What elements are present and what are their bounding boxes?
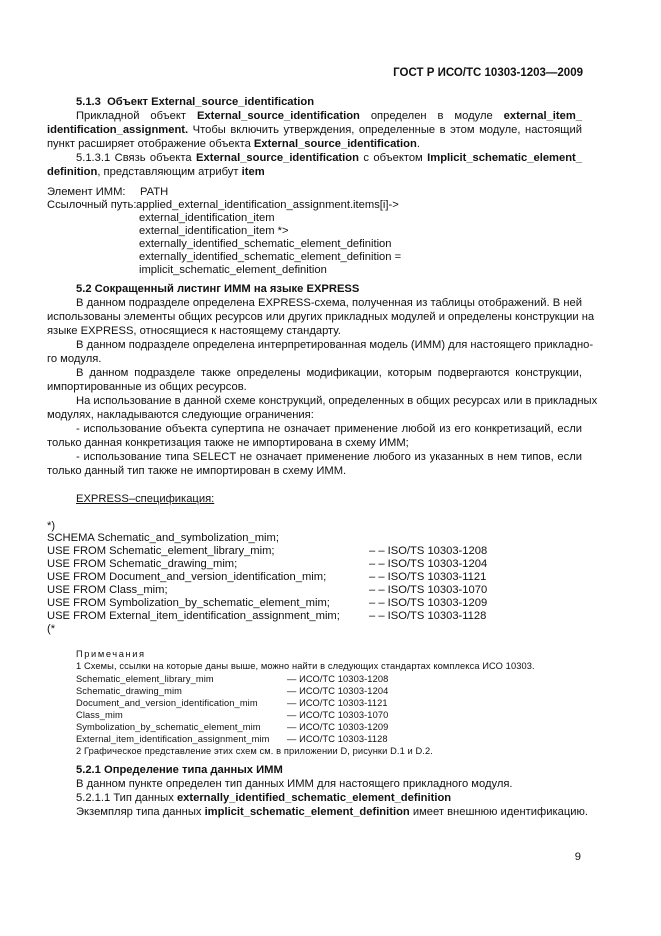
paragraph-line: использованы элементы общих ресурсов или других прикладных модулей и определены конструкции на xyxy=(47,311,595,323)
notes-title: Примечания xyxy=(76,649,146,659)
attribute-name: item xyxy=(241,166,265,178)
note-schema-name: External_item_identification_assignment_mim xyxy=(76,734,270,744)
mapping-path-line: external_identification_item *> xyxy=(139,225,289,237)
text-span: имеет внешнюю идентификацию. xyxy=(409,806,589,818)
code-use-reference: – – ISO/TS 10303-1121 xyxy=(369,571,487,583)
standard-header: ГОСТ Р ИСО/ТС 10303-1203—2009 xyxy=(393,67,583,79)
code-use-statement: USE FROM Document_and_version_identification_mim; xyxy=(47,571,327,583)
note-schema-reference: — ИСО/ТС 10303-1128 xyxy=(287,734,388,744)
module-name: identification_assignment. xyxy=(47,124,189,136)
code-comment-open: *) xyxy=(47,520,56,532)
code-use-reference: – – ISO/TS 10303-1070 xyxy=(369,584,488,596)
paragraph-line: языке EXPRESS, относящиеся к настоящему стандарту. xyxy=(47,325,341,337)
type-name: implicit_schematic_element_definition xyxy=(204,806,410,818)
code-use-statement: USE FROM Class_mim; xyxy=(47,584,168,596)
text-span: с объектом xyxy=(358,152,428,164)
section-title: 5.2.1 Определение типа данных ИММ xyxy=(76,764,283,776)
paragraph-line xyxy=(47,138,420,151)
type-name: externally_identified_schematic_element_definition xyxy=(176,792,452,804)
code-use-reference: – – ISO/TS 10303-1128 xyxy=(369,610,487,622)
note-schema-reference: — ИСО/ТС 10303-1204 xyxy=(287,686,389,696)
paragraph-line xyxy=(47,124,582,137)
note-schema-reference: — ИСО/ТС 10303-1209 xyxy=(287,722,389,732)
mapping-element-value: PATH xyxy=(140,186,169,198)
module-name: external_item_ xyxy=(503,110,583,122)
text-span: определен в модуле xyxy=(359,110,504,122)
paragraph-line: В данном подразделе определена EXPRESS-схема, полученная из таблицы отображений. В ней xyxy=(76,297,582,309)
paragraph-line xyxy=(76,110,582,123)
text-span: 5.1.3.1 Связь объекта xyxy=(76,152,197,164)
text-span: . xyxy=(416,138,420,150)
paragraph-line: импортированные из общих ресурсов. xyxy=(47,381,247,393)
section-number: 5.1.3 xyxy=(76,96,101,108)
text-span: Экземпляр типа данных xyxy=(76,806,205,818)
section-5-2-1-heading xyxy=(76,764,283,777)
paragraph-line: В данном подразделе также определены модификации, которым подвергаются конструкции, xyxy=(76,367,582,379)
note-schema-name: Schematic_element_library_mim xyxy=(76,674,214,684)
paragraph-line: - использование типа SELECT не означает применение любого из указанных в нем типов, если xyxy=(76,451,582,463)
entity-name: definition xyxy=(47,166,98,178)
paragraph-line: В данном подразделе определена интерпретированная модель (ИММ) для настоящего прикладно- xyxy=(76,339,594,351)
express-spec-label: EXPRESS–спецификация: xyxy=(76,493,215,505)
section-title: 5.2 Сокращенный листинг ИММ на языке EXPRESS xyxy=(76,283,360,295)
text-span: 5.2.1.1 Тип данных xyxy=(76,792,177,804)
text-span: Чтобы включить утверждения, определенные в этом модуле, настоящий xyxy=(188,124,582,136)
code-use-statement: USE FROM Schematic_drawing_mim; xyxy=(47,558,238,570)
paragraph-line: На использование в данной схеме конструкций, определенных в общих ресурсах или в прикладных xyxy=(76,395,598,407)
paragraph-line xyxy=(76,806,588,819)
code-use-statement: USE FROM External_item_identification_assignment_mim; xyxy=(47,610,340,622)
text-span: , представляющим атрибут xyxy=(97,166,242,178)
note-schema-reference: — ИСО/ТС 10303-1208 xyxy=(287,674,389,684)
code-use-statement: USE FROM Symbolization_by_schematic_element_mim; xyxy=(47,597,330,609)
text-span: Прикладной объект xyxy=(76,110,197,122)
note-schema-name: Class_mim xyxy=(76,710,123,720)
paragraph-line: го модуля. xyxy=(47,353,102,365)
code-use-reference: – – ISO/TS 10303-1209 xyxy=(369,597,488,609)
note-2: 2 Графическое представление этих схем см. в приложении D, рисунки D.1 и D.2. xyxy=(76,746,433,756)
note-schema-reference: — ИСО/ТС 10303-1070 xyxy=(287,710,389,720)
page-number: 9 xyxy=(574,851,581,863)
paragraph-line: В данном пункте определен тип данных ИММ для настоящего прикладного модуля. xyxy=(76,778,513,790)
mapping-path-line: externally_identified_schematic_element_definition = xyxy=(139,251,402,263)
code-schema-line: SCHEMA Schematic_and_symbolization_mim; xyxy=(47,532,279,544)
paragraph-line: только данный тип также не импортирован в схему ИММ. xyxy=(47,465,347,477)
section-5-2-heading xyxy=(76,283,359,296)
text-span: пункт расширяет отображение объекта xyxy=(47,138,254,150)
note-schema-name: Schematic_drawing_mim xyxy=(76,686,182,696)
code-comment-close: (* xyxy=(47,623,56,635)
mapping-path-line: implicit_schematic_element_definition xyxy=(139,264,327,276)
mapping-element-label: Элемент ИММ: xyxy=(47,186,126,198)
section-title: Объект External_source_identification xyxy=(107,96,315,108)
entity-name: External_source_identification xyxy=(253,138,417,150)
mapping-path-line: externally_identified_schematic_element_definition xyxy=(139,238,392,250)
note-schema-name: Symbolization_by_schematic_element_mim xyxy=(76,722,261,732)
mapping-ref-label: Ссылочный путь: xyxy=(47,199,137,211)
code-use-reference: – – ISO/TS 10303-1208 xyxy=(369,545,488,557)
note-1: 1 Схемы, ссылки на которые даны выше, можно найти в следующих стандартах комплекса ИСО 10303. xyxy=(76,661,535,671)
paragraph-line: модулях, накладываются следующие ограничения: xyxy=(47,409,314,421)
code-use-reference: – – ISO/TS 10303-1204 xyxy=(369,558,488,570)
paragraph-line: только данная конкретизация также не импортирована в схему ИММ; xyxy=(47,437,409,449)
entity-name: Implicit_schematic_element_ xyxy=(427,152,582,164)
section-5-1-3-heading xyxy=(76,96,314,109)
entity-name: External_source_identification xyxy=(196,110,360,122)
paragraph-line xyxy=(76,152,582,165)
mapping-path-line: external_identification_item xyxy=(139,212,275,224)
paragraph-line xyxy=(47,166,265,179)
mapping-path-line: applied_external_identification_assignment.items[i]-> xyxy=(136,199,399,211)
note-schema-reference: — ИСО/ТС 10303-1121 xyxy=(287,698,388,708)
paragraph-line xyxy=(76,792,451,805)
paragraph-line: - использование объекта супертипа не означает применение любой из его конкретизаций, если xyxy=(76,423,582,435)
entity-name: External_source_identification xyxy=(196,152,359,164)
code-use-statement: USE FROM Schematic_element_library_mim; xyxy=(47,545,275,557)
note-schema-name: Document_and_version_identification_mim xyxy=(76,698,258,708)
